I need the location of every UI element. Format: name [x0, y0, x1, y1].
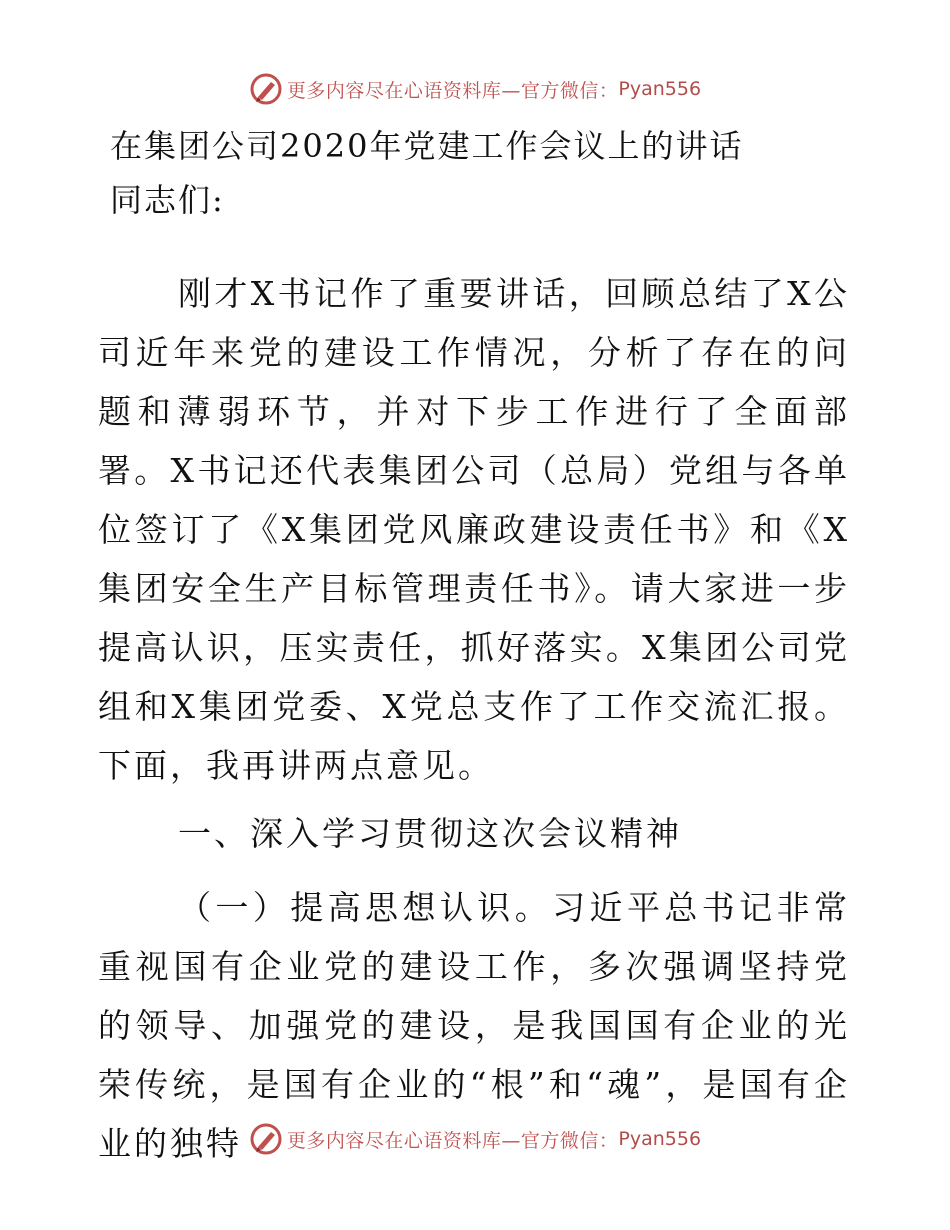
watermark-wechat-id: Pyan556	[618, 1128, 702, 1150]
watermark-text: 更多内容尽在心语资料库—官方微信：	[286, 1129, 619, 1152]
salutation: 同志们:	[110, 181, 225, 219]
paragraph-intro: 刚才X书记作了重要讲话，回顾总结了X公司近年来党的建设工作情况，分析了存在的问题和薄弱环节，并对下步工作进行了全面部署。X书记还代表集团公司（总局）党组与各单位签订了《X集团党风廉政建设责任书》和《X集团安全生产目标管理责任书》。请大家进一步提高认识，压实责任，抓好落实。X集团公司党组和X集团党委、X党总支作了工作交流汇报。下面，我再讲两点意见。	[98, 274, 850, 785]
document-title: 在集团公司2020年党建工作会议上的讲话	[110, 127, 744, 165]
watermark-footer	[0, 1122, 950, 1156]
pen-logo-icon	[249, 1122, 283, 1156]
watermark-wechat-id: Pyan556	[618, 78, 702, 100]
pen-logo-icon	[249, 72, 283, 106]
watermark-text: 更多内容尽在心语资料库—官方微信：	[286, 79, 619, 102]
watermark-header	[0, 72, 950, 106]
section-heading-1: 一、深入学习贯彻这次会议精神	[178, 814, 682, 853]
paragraph-section1-1: （一）提高思想认识。习近平总书记非常重视国有企业党的建设工作，多次强调坚持党的领导、加强党的建设，是我国国有企业的光荣传统，是国有企业的“根”和“魂”，是国有企业的独特	[98, 888, 850, 1163]
